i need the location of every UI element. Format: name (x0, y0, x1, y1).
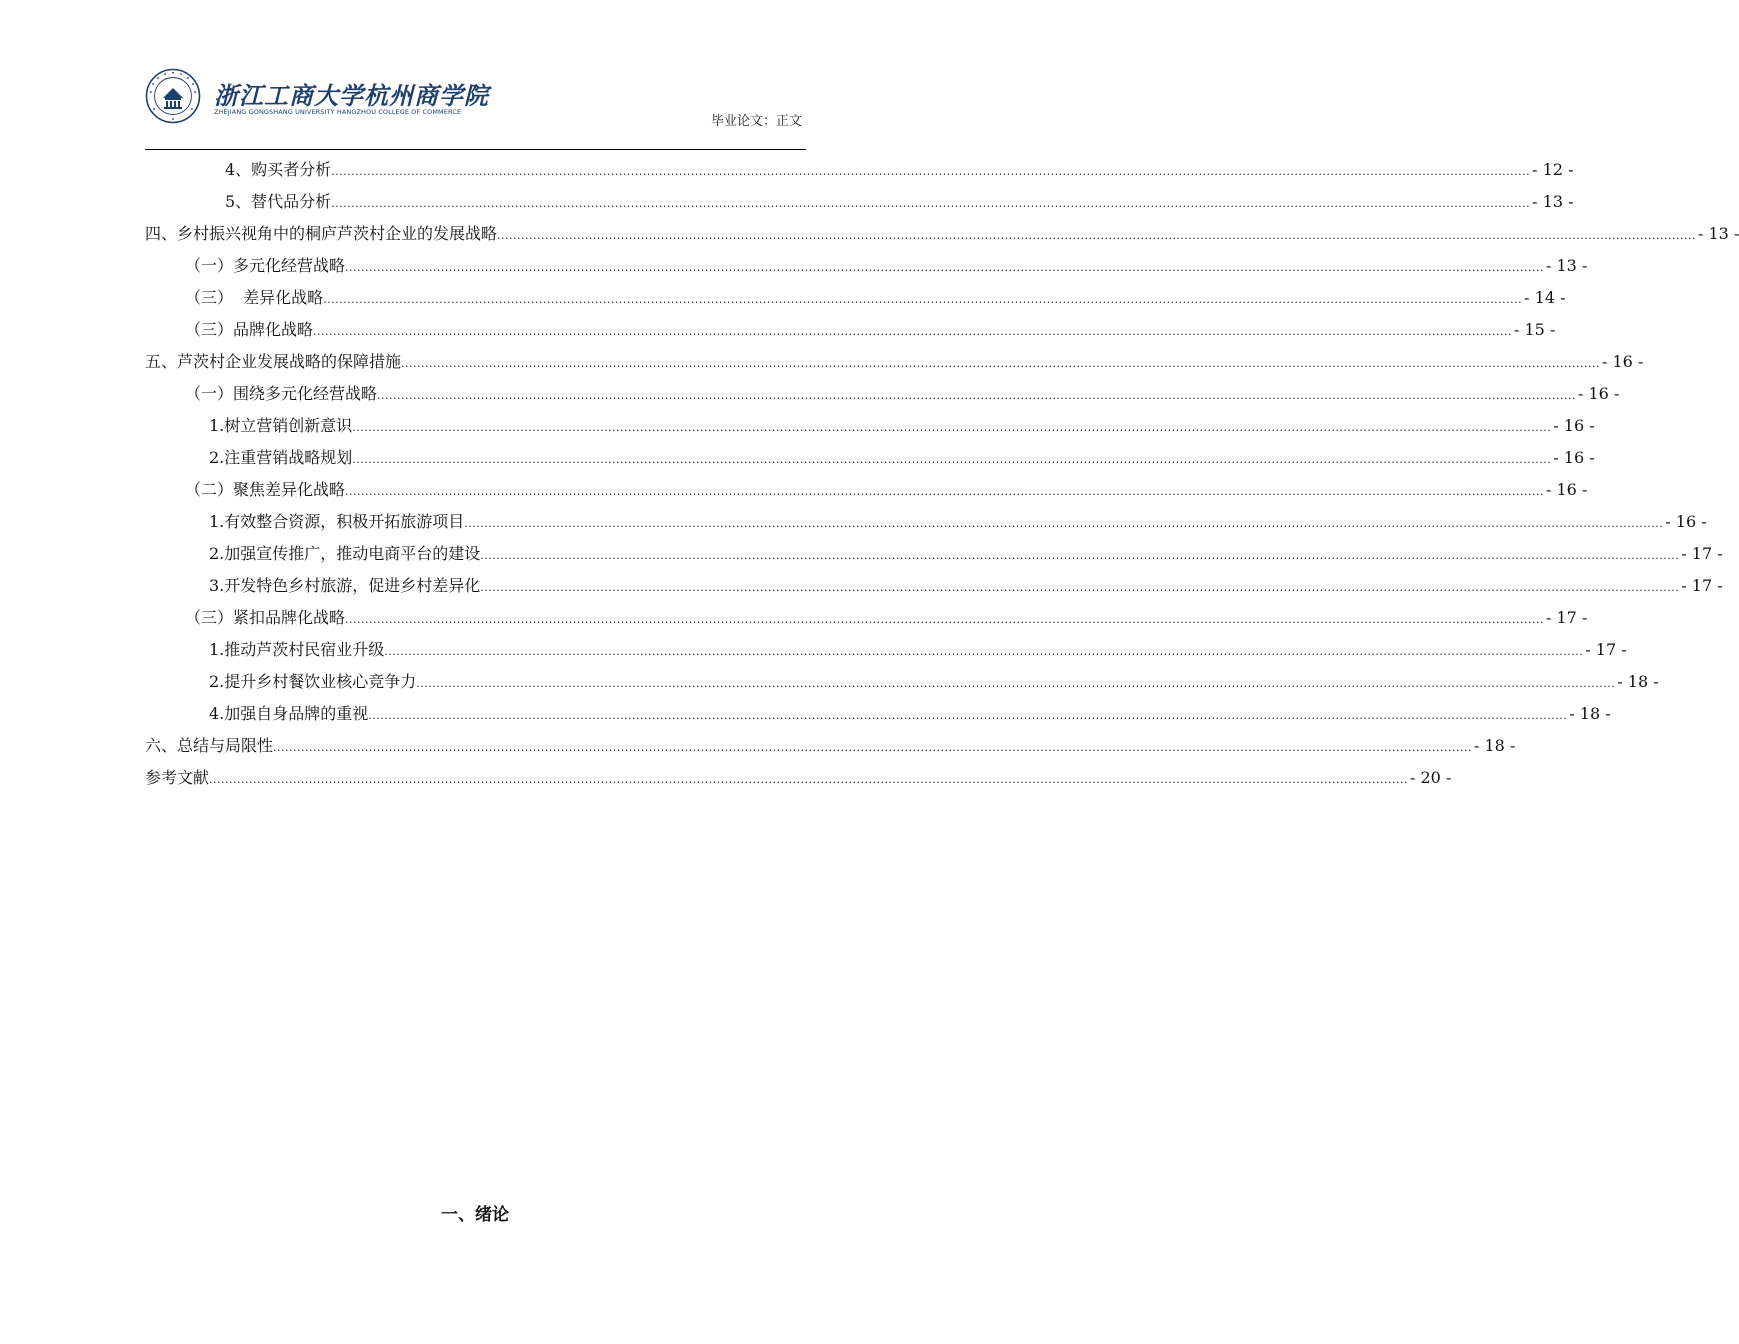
toc-leader-dots: ............................................................................................................................................................................................................................................................................................................ (352, 421, 1552, 434)
toc-entry-page: - 15 - (1514, 320, 1556, 339)
toc-entry[interactable] (145, 474, 1588, 506)
toc-entry[interactable] (145, 602, 1588, 634)
toc-entry-page: - 14 - (1524, 288, 1566, 307)
toc-entry[interactable] (145, 698, 1611, 730)
toc-entry-page: - 18 - (1474, 736, 1516, 755)
toc-entry-title: （一）围绕多元化经营战略 (185, 384, 378, 403)
toc-entry-page: - 17 - (1681, 544, 1723, 563)
toc-entry-page: - 18 - (1617, 672, 1659, 691)
toc-entry-title: 3.开发特色乡村旅游，促进乡村差异化 (209, 576, 481, 595)
toc-entry-title: （三） 差异化战略 (185, 288, 324, 307)
toc-leader-dots: ............................................................................................................................................................................................................................................................................................................ (497, 229, 1696, 242)
toc-entry[interactable] (145, 442, 1595, 474)
toc-leader-dots: ............................................................................................................................................................................................................................................................................................................ (323, 293, 1523, 306)
toc-leader-dots: ............................................................................................................................................................................................................................................................................................................ (384, 645, 1584, 658)
toc-entry-title: 2.提升乡村餐饮业核心竞争力 (209, 672, 417, 691)
toc-leader-dots: ............................................................................................................................................................................................................................................................................................................ (345, 261, 1544, 274)
toc-entry-title: 4、购买者分析 (225, 160, 332, 179)
toc-entry[interactable] (145, 506, 1707, 538)
toc-entry-title: 2.加强宣传推广，推动电商平台的建设 (209, 544, 481, 563)
toc-entry[interactable] (145, 634, 1627, 666)
toc-entry[interactable] (145, 250, 1588, 282)
toc-entry[interactable] (145, 410, 1595, 442)
toc-leader-dots: ............................................................................................................................................................................................................................................................................................................ (345, 485, 1544, 498)
toc-entry-page: - 12 - (1532, 160, 1574, 179)
toc-entry-title: 1.树立营销创新意识 (209, 416, 353, 435)
toc-entry-page: - 16 - (1578, 384, 1620, 403)
toc-entry-title: （三）品牌化战略 (185, 320, 314, 339)
toc-entry-title: 2.注重营销战略规划 (209, 448, 353, 467)
document-type-label: 毕业论文：正文 (710, 114, 802, 129)
toc-entry-page: - 13 - (1546, 256, 1588, 275)
school-name-english: ZHEJIANG GONGSHANG UNIVERSITY HANGZHOU COLLEGE OF COMMERCE (214, 108, 462, 116)
toc-entry-page: - 17 - (1681, 576, 1723, 595)
toc-entry-page: - 17 - (1546, 608, 1588, 627)
toc-entry-title: （一）多元化经营战略 (185, 256, 346, 275)
toc-entry-title: 参考文献 (145, 768, 210, 787)
toc-entry-page: - 16 - (1602, 352, 1644, 371)
toc-entry-title: （三）紧扣品牌化战略 (185, 608, 346, 627)
toc-entry[interactable] (145, 730, 1516, 762)
toc-entry[interactable] (145, 666, 1659, 698)
toc-entry[interactable] (145, 346, 1644, 378)
toc-leader-dots: ............................................................................................................................................................................................................................................................................................................ (313, 325, 1512, 338)
header-divider (145, 149, 806, 150)
toc-entry-page: - 20 - (1410, 768, 1452, 787)
toc-leader-dots: ............................................................................................................................................................................................................................................................................................................ (377, 389, 1576, 402)
toc-leader-dots: ............................................................................................................................................................................................................................................................................................................ (209, 773, 1408, 786)
table-of-contents (145, 154, 1739, 794)
toc-entry-title: 六、总结与局限性 (145, 736, 274, 755)
toc-leader-dots: ............................................................................................................................................................................................................................................................................................................ (352, 453, 1552, 466)
toc-leader-dots: ............................................................................................................................................................................................................................................................................................................ (345, 613, 1544, 626)
toc-entry-title: 1.推动芦茨村民宿业升级 (209, 640, 385, 659)
university-seal-logo (145, 68, 201, 124)
toc-entry[interactable] (145, 154, 1574, 186)
toc-entry[interactable] (145, 570, 1723, 602)
toc-entry[interactable] (145, 218, 1739, 250)
toc-entry-page: - 16 - (1553, 416, 1595, 435)
toc-entry[interactable] (145, 186, 1574, 218)
toc-leader-dots: ............................................................................................................................................................................................................................................................................................................ (464, 517, 1664, 530)
toc-leader-dots: ............................................................................................................................................................................................................................................................................................................ (480, 581, 1680, 594)
toc-entry-page: - 16 - (1553, 448, 1595, 467)
toc-leader-dots: ............................................................................................................................................................................................................................................................................................................ (416, 677, 1616, 690)
toc-entry-page: - 17 - (1585, 640, 1627, 659)
toc-entry-page: - 18 - (1569, 704, 1611, 723)
toc-leader-dots: ............................................................................................................................................................................................................................................................................................................ (273, 741, 1472, 754)
toc-entry-title: 1.有效整合资源，积极开拓旅游项目 (209, 512, 465, 531)
toc-leader-dots: ............................................................................................................................................................................................................................................................................................................ (368, 709, 1568, 722)
toc-entry-page: - 13 - (1532, 192, 1574, 211)
toc-entry-title: （二）聚焦差异化战略 (185, 480, 346, 499)
section-heading: 一、绪论 (441, 1205, 509, 1225)
school-name-chinese: 浙江工商大学杭州商学院 (214, 81, 489, 110)
toc-entry-title: 五、芦茨村企业发展战略的保障措施 (145, 352, 402, 371)
toc-entry-page: - 16 - (1665, 512, 1707, 531)
toc-leader-dots: ............................................................................................................................................................................................................................................................................................................ (331, 197, 1531, 210)
toc-entry[interactable] (145, 762, 1452, 794)
toc-entry-page: - 13 - (1698, 224, 1739, 243)
toc-entry-title: 5、替代品分析 (225, 192, 332, 211)
toc-entry-page: - 16 - (1546, 480, 1588, 499)
toc-entry[interactable] (145, 538, 1723, 570)
toc-entry[interactable] (145, 378, 1620, 410)
toc-entry-title: 4.加强自身品牌的重视 (209, 704, 369, 723)
toc-leader-dots: ............................................................................................................................................................................................................................................................................................................ (480, 549, 1680, 562)
toc-entry-title: 四、乡村振兴视角中的桐庐芦茨村企业的发展战略 (145, 224, 498, 243)
toc-leader-dots: ............................................................................................................................................................................................................................................................................................................ (401, 357, 1600, 370)
toc-leader-dots: ............................................................................................................................................................................................................................................................................................................ (331, 165, 1531, 178)
toc-entry[interactable] (145, 314, 1556, 346)
toc-entry[interactable] (145, 282, 1566, 314)
